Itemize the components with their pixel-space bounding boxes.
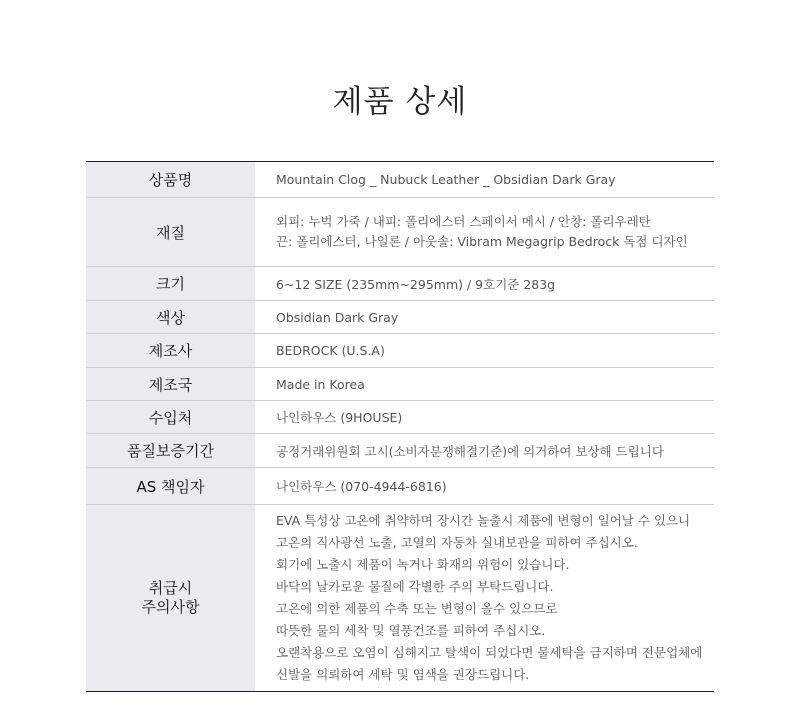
material-line: 외피: 누벅 가죽 / 내피: 폴리에스터 스페이서 메시 / 안창: 폴리우레탄 — [276, 214, 651, 229]
spec-row-product-name — [86, 162, 714, 198]
spec-value: Obsidian Dark Gray — [276, 309, 399, 325]
spec-row-size — [86, 267, 714, 301]
page-title: 제품 상세 — [332, 84, 468, 120]
spec-label: 수입처 — [86, 401, 255, 434]
spec-value — [255, 505, 714, 692]
care-note-line: 따뜻한 물의 세착 및 열풍건조를 피하여 주십시오. — [276, 623, 546, 638]
spec-label: 재질 — [86, 198, 255, 267]
spec-value: Made in Korea — [276, 376, 365, 392]
spec-row-importer — [86, 401, 714, 434]
spec-label: 크기 — [86, 267, 255, 301]
care-note-line: 고온의 직사광선 노출, 고열의 자동차 실내보관을 피하여 주십시오. — [276, 535, 638, 550]
care-note-line: 고온에 의한 제품의 수축 또는 변형이 올수 있으므로 — [276, 601, 558, 616]
spec-table — [86, 161, 714, 692]
spec-row-material — [86, 198, 714, 267]
spec-row-warranty — [86, 434, 714, 468]
spec-value: 공정거래위원회 고시(소비자분쟁해결기준)에 의거하여 보상해 드립니다 — [276, 443, 664, 459]
spec-label: 제조국 — [86, 368, 255, 401]
spec-value: Mountain Clog _ Nubuck Leather _ Obsidian Dark Gray — [276, 172, 616, 187]
spec-label: 품질보증기간 — [86, 434, 255, 468]
care-label-line: 취급시 — [148, 579, 193, 597]
spec-row-country — [86, 368, 714, 401]
spec-value: 나인하우스 (9HOUSE) — [276, 410, 403, 425]
material-line: 끈: 폴리에스터, 나일론 / 아웃솔: Vibram Megagrip Bedrock 독점 디자인 — [276, 234, 688, 249]
spec-label — [86, 505, 255, 692]
spec-value: BEDROCK (U.S.A) — [276, 343, 385, 358]
spec-label: 제조사 — [86, 334, 255, 368]
care-note-line: 회기에 노출시 제품이 녹거나 화재의 위험이 있습니다. — [276, 557, 570, 572]
spec-label: 색상 — [86, 301, 255, 334]
spec-label: AS 책임자 — [86, 468, 255, 505]
care-note-line: 신발을 의뢰하여 세탁 및 염색을 권장드립니다. — [276, 667, 530, 682]
spec-row-color — [86, 301, 714, 334]
spec-value — [255, 198, 714, 267]
spec-value: 6~12 SIZE (235mm~295mm) / 9호기준 283g — [276, 276, 556, 292]
care-note-line: 바닥의 날카로운 물질에 각별한 주의 부탁드립니다. — [276, 579, 554, 594]
care-note-line: EVA 특성상 고온에 취약하며 장시간 놀출시 제품에 변형이 일어날 수 있으니 — [276, 513, 691, 528]
spec-row-care-notes — [86, 505, 714, 692]
spec-row-manufacturer — [86, 334, 714, 368]
spec-value: 나인하우스 (070-4944-6816) — [276, 479, 447, 494]
care-label-line: 주의사항 — [141, 598, 200, 616]
spec-label: 상품명 — [86, 162, 255, 198]
care-note-line: 오랜착용으로 오염이 심해지고 탈색이 되었다면 물세탁을 금지하며 전문업체에 — [276, 645, 703, 660]
spec-row-as-contact — [86, 468, 714, 505]
